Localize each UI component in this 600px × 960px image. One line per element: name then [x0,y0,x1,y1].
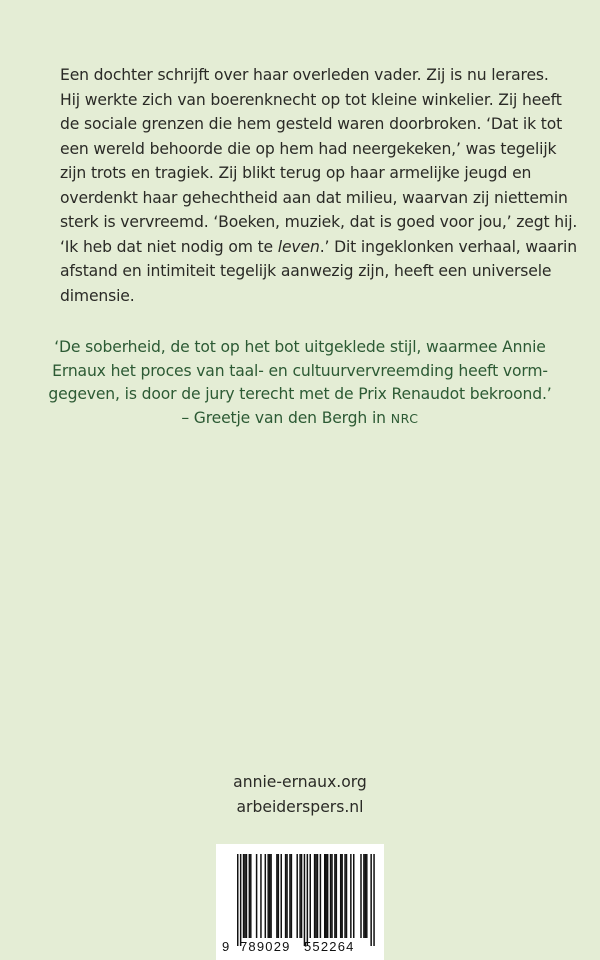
isbn-prefix: 9 [222,939,231,954]
barcode-bar [291,854,293,938]
description-text: ‘Ik heb dat niet nodig om te [60,237,278,256]
description-line: afstand en intimiteit tegelijk aanwezig zijn, heeft een universele [60,262,552,280]
description-line: dimensie. [60,286,135,305]
barcode-bar [278,854,280,938]
description-line: overdenkt haar gehechtheid aan dat milieu, waarvan zij niettemin [60,188,568,207]
barcode-bar [289,854,291,938]
barcode-bar [363,854,365,938]
description-line: sterk is vervreemd. ‘Boeken, muziek, dat is goed voor jou,’ zegt hij. [60,213,578,231]
web-links [0,770,600,820]
barcode-bar [269,854,271,938]
barcode-bar [301,854,303,938]
description-line: de sociale grenzen die hem gesteld waren doorbroken. ‘Dat ik tot [60,115,563,133]
barcode-bar [260,854,262,938]
description-line: een wereld behoorde die op hem had neergekeken,’ was tegelijk [60,139,557,158]
barcode-bar [270,854,272,938]
barcode-bar [281,854,283,938]
barcode-bar [327,854,329,938]
attribution-text: – Greetje van den Bergh in [181,408,391,427]
barcode-bar [366,854,368,938]
barcode-bar [276,854,278,938]
barcode-bar [340,854,342,938]
barcode-bar [350,854,352,938]
barcode-bar [285,854,287,938]
barcode-bar [373,854,375,946]
barcode-bar [317,854,319,938]
barcode-bar [296,854,298,938]
barcode-bar [353,854,355,938]
publisher-website: arbeiderspers.nl [236,798,364,816]
quote-attribution [40,407,560,431]
quote-line: Ernaux het proces van taal- en cultuurvervreemding heeft vorm- [52,361,548,380]
barcode-bar [265,854,267,938]
barcode-bar [244,854,246,938]
barcode-bar [325,854,327,938]
attribution-source: NRC [390,410,419,426]
barcode-bar [256,854,258,938]
emphasized-word: leven [277,237,320,256]
barcode-bar [365,854,367,938]
barcode-bar [331,854,333,938]
description-line: Hij werkte zich van boerenknecht op tot kleine winkelier. Zij heeft [60,90,562,109]
barcode-bar [324,854,326,938]
barcode-bar [341,854,343,938]
barcode-bar [246,854,248,938]
isbn-barcode [216,844,384,960]
quote-line: ‘De soberheid, de tot op het bot uitgeklede stijl, waarmee Annie [54,338,546,356]
barcode-bar [360,854,362,938]
barcode-bar [334,854,336,938]
barcode-bar [330,854,332,938]
description-line: zijn trots en tragiek. Zij blikt terug op haar armelijke jeugd en [60,164,532,182]
barcode-bar [286,854,288,938]
barcode-bar [240,854,242,946]
review-quote [40,336,560,430]
isbn-group-left: 789029 [240,939,291,954]
barcode-bar [314,854,316,938]
barcode-bar [299,854,301,938]
description-line: Een dochter schrijft over haar overleden vader. Zij is nu lerares. [60,66,549,84]
description-line [60,235,577,260]
book-description [60,63,578,308]
barcode-bar [344,854,346,938]
barcode-bar [307,854,309,946]
barcode-bar [336,854,338,938]
isbn-group-right: 552264 [304,939,355,954]
barcode-bar [250,854,252,938]
barcode-bar [346,854,348,938]
author-website: annie-ernaux.org [233,773,367,791]
quote-line: gegeven, is door de jury terecht met de Prix Renaudot bekroond.’ [48,385,552,403]
barcode-bar [237,854,239,946]
barcode-bar [243,854,245,938]
barcode-bar [370,854,372,946]
barcode-bar [315,854,317,938]
barcode-bar [249,854,251,938]
barcode-bar [267,854,269,938]
barcode-bar [320,854,322,938]
barcode-bar [304,854,306,946]
description-text: .’ Dit ingeklonken verhaal, waarin [319,237,577,256]
barcode-bar [310,854,312,938]
